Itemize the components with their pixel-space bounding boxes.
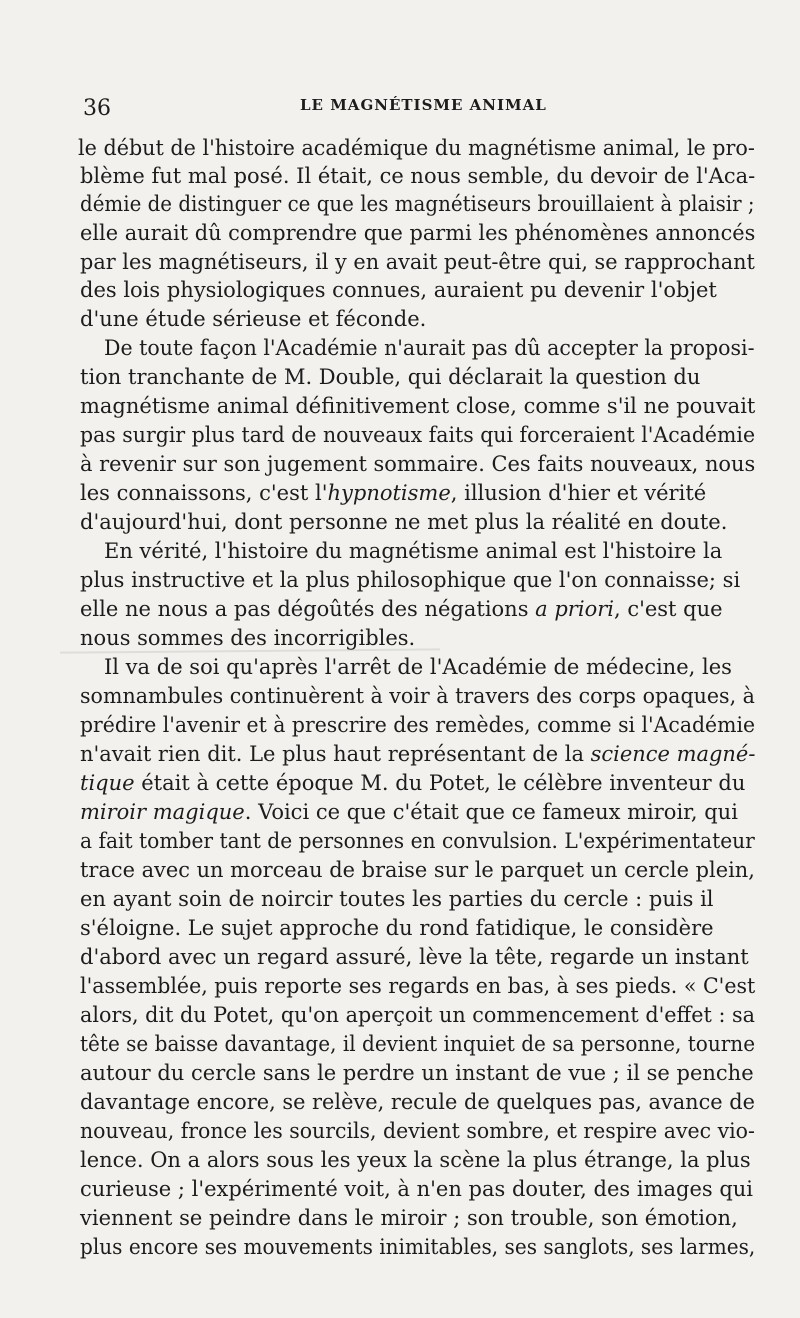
text-line: plus encore ses mouvements inimitables, ses sanglots, ses larmes, [80, 1235, 756, 1259]
text-line: l'assemblée, puis reporte ses regards en bas, à ses pieds. « C'est [80, 974, 756, 998]
text-line: à revenir sur son jugement sommaire. Ces faits nouveaux, nous [80, 452, 756, 476]
text-line: a fait tomber tant de personnes en convulsion. L'expérimentateur [80, 829, 755, 853]
text-line: pas surgir plus tard de nouveaux faits qui forceraient l'Académie [80, 423, 756, 447]
text-line: plus instructive et la plus philosophique que l'on connaisse; si [80, 568, 741, 592]
text-line: tique était à cette époque M. du Potet, le célèbre inventeur du [80, 771, 746, 795]
text-line: blème fut mal posé. Il était, ce nous semble, du devoir de l'Aca- [80, 164, 756, 188]
page-number: 36 [83, 96, 111, 121]
text-line: des lois physiologiques connues, auraient pu devenir l'objet [80, 278, 717, 302]
text-line: lence. On a alors sous les yeux la scène la plus étrange, la plus [80, 1148, 751, 1172]
text-line: les connaissons, c'est l'hypnotisme, illusion d'hier et vérité [80, 481, 707, 505]
text-line: curieuse ; l'expérimenté voit, à n'en pas douter, des images qui [80, 1177, 754, 1201]
text-line: démie de distinguer ce que les magnétiseurs brouillaient à plaisir ; [80, 192, 755, 216]
text-line: miroir magique. Voici ce que c'était que ce fameux miroir, qui [80, 800, 738, 824]
text-line: d'abord avec un regard assuré, lève la tête, regarde un instant [80, 945, 749, 969]
text-line: d'une étude sérieuse et féconde. [80, 307, 427, 331]
text-line: tion tranchante de M. Double, qui déclarait la question du [80, 365, 701, 389]
text-line: s'éloigne. Le sujet approche du rond fatidique, le considère [80, 916, 714, 940]
emphasis-science-magnetique: science magné- [590, 742, 756, 766]
running-title: LE MAGNÉTISME ANIMAL [300, 96, 547, 114]
text-line: autour du cercle sans le perdre un instant de vue ; il se penche [80, 1061, 754, 1085]
text-line: nous sommes des incorrigibles. [80, 626, 416, 650]
text-line: d'aujourd'hui, dont personne ne met plus la réalité en doute. [80, 510, 728, 534]
text-line: trace avec un morceau de braise sur le parquet un cercle plein, [80, 858, 755, 882]
text-line: De toute façon l'Académie n'aurait pas dû accepter la proposi- [104, 336, 755, 360]
text-line: prédire l'avenir et à prescrire des remèdes, comme si l'Académie [80, 713, 756, 737]
text-line: tête se baisse davantage, il devient inquiet de sa personne, tourne [80, 1032, 756, 1056]
text-line: elle aurait dû comprendre que parmi les phénomènes annoncés [80, 221, 756, 245]
text-line: alors, dit du Potet, qu'on aperçoit un commencement d'effet : sa [80, 1003, 756, 1027]
text-line: par les magnétiseurs, il y en avait peut-être qui, se rapprochant [80, 250, 755, 274]
emphasis-science-magnetique-end: tique [80, 771, 135, 795]
text-line: le début de l'histoire académique du magnétisme animal, le pro- [78, 136, 755, 160]
text-line: somnambules continuèrent à voir à travers des corps opaques, à [80, 684, 755, 708]
text-line: elle ne nous a pas dégoûtés des négations a priori, c'est que [80, 597, 723, 621]
emphasis-miroir-magique: miroir magique [80, 800, 245, 824]
emphasis-a-priori: a priori [535, 597, 614, 621]
text-line: viennent se peindre dans le miroir ; son trouble, son émotion, [80, 1206, 738, 1230]
text-line: en ayant soin de noircir toutes les parties du cercle : puis il [80, 887, 714, 911]
text-line: davantage encore, se relève, recule de quelques pas, avance de [80, 1090, 756, 1114]
text-line: nouveau, fronce les sourcils, devient sombre, et respire avec vio- [80, 1119, 755, 1143]
text-line: Il va de soi qu'après l'arrêt de l'Académie de médecine, les [104, 655, 732, 679]
text-line: n'avait rien dit. Le plus haut représentant de la science magné- [80, 742, 756, 766]
text-line: magnétisme animal définitivement close, comme s'il ne pouvait [80, 394, 756, 418]
text-line: En vérité, l'histoire du magnétisme animal est l'histoire la [104, 539, 723, 563]
emphasis-hypnotisme: hypnotisme [327, 481, 451, 505]
